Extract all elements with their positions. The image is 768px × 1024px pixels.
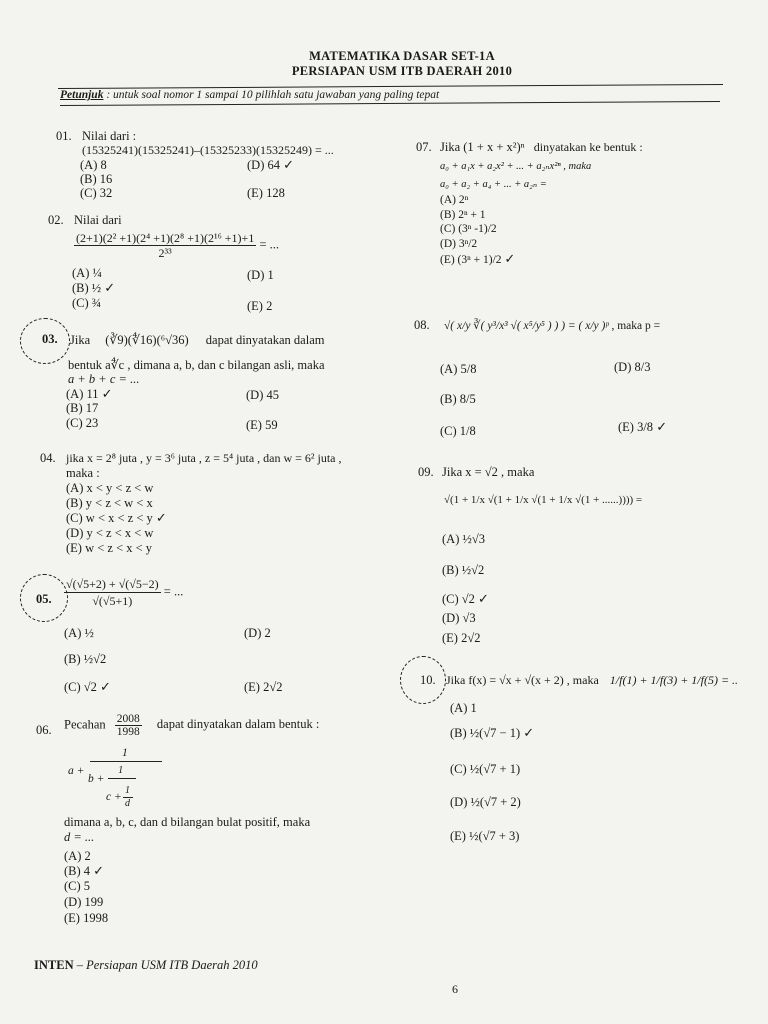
q02-option-d[interactable]: (D) 1 <box>247 268 274 282</box>
q07-option-c[interactable]: (C) (3ⁿ -1)/2 <box>440 223 497 235</box>
q10-line1: Jika f(x) = √x + √(x + 2) , maka 1/f(1) + 1/f(3) + 1/f(5) = .. <box>446 673 739 687</box>
q02-tail: = ... <box>259 237 279 252</box>
q03-line2: bentuk a∜c , dimana a, b, dan c bilangan asli, maka <box>68 358 325 372</box>
q01-option-d[interactable]: (D) 64 ✓ <box>247 158 295 173</box>
q02-option-b[interactable]: (B) ½ ✓ <box>72 281 116 296</box>
check-mark-icon: ✓ <box>478 592 489 607</box>
check-mark-icon: ✓ <box>155 511 167 526</box>
q03-option-e[interactable]: (E) 59 <box>246 418 278 432</box>
q09-option-c[interactable]: (C) √2 ✓ <box>442 592 489 607</box>
q07-option-a[interactable]: (A) 2ⁿ <box>440 194 469 206</box>
q09-option-e[interactable]: (E) 2√2 <box>442 631 481 645</box>
q06-option-a[interactable]: (A) 2 <box>64 849 91 863</box>
exam-page: MATEMATIKA DASAR SET-1A PERSIAPAN USM ITB DAERAH 2010 Petunjuk : untuk soal nomor 1 sampai 10 pilihlah satu jawaban yang paling tepat 01. Nilai dari : (15325241)(15325241)–(15325233)(15325249) = ... (A) 8 (B) 16 (C) 32 (D) 64 ✓ (E) 128 02. Nilai dari $\frac{\text{(2+1)(2² +1)(2⁴ +1)(2⁸ +1)(2¹⁶ +1)+1}}{\text{2³³}}$ = ... (A) ¼ (B) ½ ✓ (C) ¾ (D) 1 (E) 2 03. Jika (∛9)(∜16)(⁶√36) dapat dinyatakan dalam bentuk a∜c , dimana a, b, dan c bilangan asli, maka a + b + c = ... (A) 11 ✓ (B) 17 (C) 23 (D) 45 (E) 59 04. jika x = 2⁸ juta , y = 3⁶ juta , z = 5⁴ juta , dan w = 6² juta , maka : (A) x < y < z < w (B) y < z < w < x (C) w < x < z < y ✓ (D) y < z < x < w (E) w < z < x < y 05. $\frac{√(√5+2) + √(√5-2)}{√(√5+1)}$ = ... (A) ½ (B) ½√2 (C) √2 ✓ (D) 2 (E) 2√2 06. Pecahan $\frac{2008}{1998}$ dapat dinyatakan dalam bentuk : a + 1 b + 1 c + 1 d dimana a, b, c, dan d bilangan bulat positif, maka d = ... (A) 2 (B) 4 ✓ (C) 5 (D) 199 (E) 1998 07. Jika (1 + x + x²)ⁿ dinyatakan ke bentuk : a₀ + a₁x + a₂x² + ... + a₂ₙx²ⁿ , maka a₀ + a₂ + a₄ + ... + a₂ₙ = (A) 2ⁿ (B) 2ⁿ + 1 (C) (3ⁿ -1)/2 (D) 3ⁿ/2 (E) (3ⁿ + 1)/2 ✓ 08. √( x/y ∛( y³/x³ √( x⁵/y⁵ ) ) ) = ( x/y )ᵖ , maka p = (A) 5/8 (B) 8/5 (C) 1/8 (D) 8/3 (E) 3/8 ✓ 09. Jika x = √2 , maka √(1 + 1/x √(1 + 1/x √(1 + 1/x √(1 + ......)))) = (A) ½√3 (B) ½√2 (C) √2 ✓ (D) √3 (E) 2√2 10. Jika f(x) = √x + √(x + 2) , maka 1/f(1) + 1/f(3) + 1/f(5) = .. (A) 1 (B) ½(√7 − 1) ✓ (C) ½(√7 + 1) (D) ½(√7 + 2) (E) ½(√7 + 3) INTEN – Persiapan USM ITB Daerah 2010 6 <box>0 0 768 1024</box>
q04-line1: jika x = 2⁸ juta , y = 3⁶ juta , z = 5⁴ juta , dan w = 6² juta , <box>66 451 342 465</box>
q01-stem: Nilai dari : <box>82 129 137 143</box>
q07-option-e[interactable]: (E) (3ⁿ + 1)/2 ✓ <box>440 252 516 267</box>
instruction <box>60 89 439 101</box>
footer-brand: INTEN <box>34 958 74 972</box>
q06-fraction-numerator: 2008 <box>116 713 140 725</box>
q02-option-c[interactable]: (C) ¾ <box>72 296 102 310</box>
q05-option-e[interactable]: (E) 2√2 <box>244 680 283 694</box>
check-mark-icon: ✓ <box>93 864 105 879</box>
q02-stem: Nilai dari <box>74 213 122 227</box>
q05-option-a[interactable]: (A) ½ <box>64 626 94 640</box>
q01-option-b[interactable]: (B) 16 <box>80 172 113 186</box>
q03-option-c[interactable]: (C) 23 <box>66 416 99 430</box>
q07-line3: a₀ + a₂ + a₄ + ... + a₂ₙ = <box>440 179 547 190</box>
q05-option-b[interactable]: (B) ½√2 <box>64 652 107 666</box>
q08-option-c[interactable]: (C) 1/8 <box>440 424 476 438</box>
q06-option-c[interactable]: (C) 5 <box>64 879 91 893</box>
check-mark-icon: ✓ <box>523 726 535 741</box>
q02-denominator: 2³³ <box>158 246 172 260</box>
q06-option-e[interactable]: (E) 1998 <box>64 911 109 925</box>
q06-line2: dimana a, b, c, dan d bilangan bulat positif, maka <box>64 815 311 829</box>
q09-expression: √(1 + 1/x √(1 + 1/x √(1 + 1/x √(1 + ......)))) = <box>444 494 643 506</box>
q05-option-c[interactable]: (C) √2 ✓ <box>64 680 111 695</box>
instruction-text: : untuk soal nomor 1 sampai 10 pilihlah satu jawaban yang paling tepat <box>106 89 440 101</box>
q01-option-e[interactable]: (E) 128 <box>247 186 285 200</box>
q08-option-e[interactable]: (E) 3/8 ✓ <box>618 420 668 435</box>
q01-number: 01. <box>56 129 72 143</box>
q10-option-a[interactable]: (A) 1 <box>450 701 477 715</box>
q06-line1: Pecahan $\frac{2008}{1998}$ dapat dinyatakan dalam bentuk : <box>64 713 320 738</box>
q04-option-e[interactable]: (E) w < z < x < y <box>66 541 153 555</box>
q05-expression <box>64 576 183 609</box>
q09-line1: Jika x = √2 , maka <box>442 465 535 479</box>
q10-number: 10. <box>420 673 436 687</box>
q03-number: 03. <box>42 332 58 346</box>
q02-expression <box>74 231 279 260</box>
q01-expression: (15325241)(15325241)–(15325233)(15325249) = ... <box>82 143 334 157</box>
q07-line1: Jika (1 + x + x²)ⁿ dinyatakan ke bentuk : <box>440 140 643 154</box>
page-title: MATEMATIKA DASAR SET-1A <box>309 49 495 63</box>
q08-option-b[interactable]: (B) 8/5 <box>440 392 476 406</box>
q09-option-b[interactable]: (B) ½√2 <box>442 563 485 577</box>
q05-tail: = ... <box>163 584 184 599</box>
q06-line3: d = ... <box>64 830 95 844</box>
q02-number: 02. <box>48 213 64 227</box>
check-mark-icon: ✓ <box>101 387 113 402</box>
instruction-label: Petunjuk <box>60 89 104 101</box>
check-mark-icon: ✓ <box>504 252 516 267</box>
q09-number: 09. <box>418 465 434 479</box>
q05-denominator: √(√5+1) <box>92 594 133 608</box>
q07-number: 07. <box>416 140 432 154</box>
q04-option-b[interactable]: (B) y < z < w < x <box>66 496 153 510</box>
page-number: 6 <box>452 982 458 996</box>
q08-option-d[interactable]: (D) 8/3 <box>614 360 651 374</box>
check-mark-icon: ✓ <box>100 680 111 695</box>
q06-number: 06. <box>36 723 52 737</box>
q06-option-b[interactable]: (B) 4 ✓ <box>64 864 105 879</box>
q10-option-d[interactable]: (D) ½(√7 + 2) <box>450 795 521 809</box>
q04-option-a[interactable]: (A) x < y < z < w <box>66 481 154 495</box>
q01-option-a[interactable]: (A) 8 <box>80 158 107 172</box>
check-mark-icon: ✓ <box>104 281 116 296</box>
q05-option-d[interactable]: (D) 2 <box>244 626 271 640</box>
check-mark-icon: ✓ <box>283 158 295 173</box>
q10-option-b[interactable]: (B) ½(√7 − 1) ✓ <box>450 726 535 741</box>
q07-option-d[interactable]: (D) 3ⁿ/2 <box>440 238 478 250</box>
q05-numerator: √(√5+2) + √(√5−2) <box>66 577 159 591</box>
q03-line1: Jika (∛9)(∜16)(⁶√36) dapat dinyatakan dalam <box>70 333 325 347</box>
footer-text: – Persiapan USM ITB Daerah 2010 <box>76 958 258 972</box>
q08-option-a[interactable]: (A) 5/8 <box>440 362 477 376</box>
page-subtitle: PERSIAPAN USM ITB DAERAH 2010 <box>291 64 513 78</box>
q07-option-b[interactable]: (B) 2ⁿ + 1 <box>440 209 486 221</box>
q03-option-d[interactable]: (D) 45 <box>246 388 279 402</box>
check-mark-icon: ✓ <box>656 420 668 435</box>
header-rule-bottom <box>60 101 720 106</box>
q02-option-a[interactable]: (A) ¼ <box>72 266 102 280</box>
q08-number: 08. <box>414 318 430 332</box>
q02-option-e[interactable]: (E) 2 <box>247 299 273 313</box>
q07-line2: a₀ + a₁x + a₂x² + ... + a₂ₙx²ⁿ , maka <box>440 161 592 172</box>
q09-option-a[interactable]: (A) ½√3 <box>442 532 485 546</box>
q05-number: 05. <box>36 592 52 606</box>
q06-fraction-denominator: 1998 <box>116 726 140 738</box>
q08-expression: √( x/y ∛( y³/x³ √( x⁵/y⁵ ) ) ) = ( x/y )ᵖ , maka p = <box>444 320 661 332</box>
q10-option-c[interactable]: (C) ½(√7 + 1) <box>450 762 521 776</box>
q03-line3: a + b + c = ... <box>68 372 140 386</box>
q04-line2: maka : <box>66 466 100 480</box>
q03-option-b[interactable]: (B) 17 <box>66 401 99 415</box>
q04-option-d[interactable]: (D) y < z < x < w <box>66 526 154 540</box>
q03-option-a[interactable]: (A) 11 ✓ <box>66 387 113 402</box>
footer <box>34 958 258 973</box>
q02-numerator: (2+1)(2² +1)(2⁴ +1)(2⁸ +1)(2¹⁶ +1)+1 <box>76 231 255 245</box>
q01-option-c[interactable]: (C) 32 <box>80 186 113 200</box>
q06-option-d[interactable]: (D) 199 <box>64 895 104 909</box>
q04-number: 04. <box>40 451 56 465</box>
q10-option-e[interactable]: (E) ½(√7 + 3) <box>450 829 520 843</box>
q09-option-d[interactable]: (D) √3 <box>442 611 476 625</box>
q04-option-c[interactable]: (C) w < x < z < y ✓ <box>66 511 167 526</box>
